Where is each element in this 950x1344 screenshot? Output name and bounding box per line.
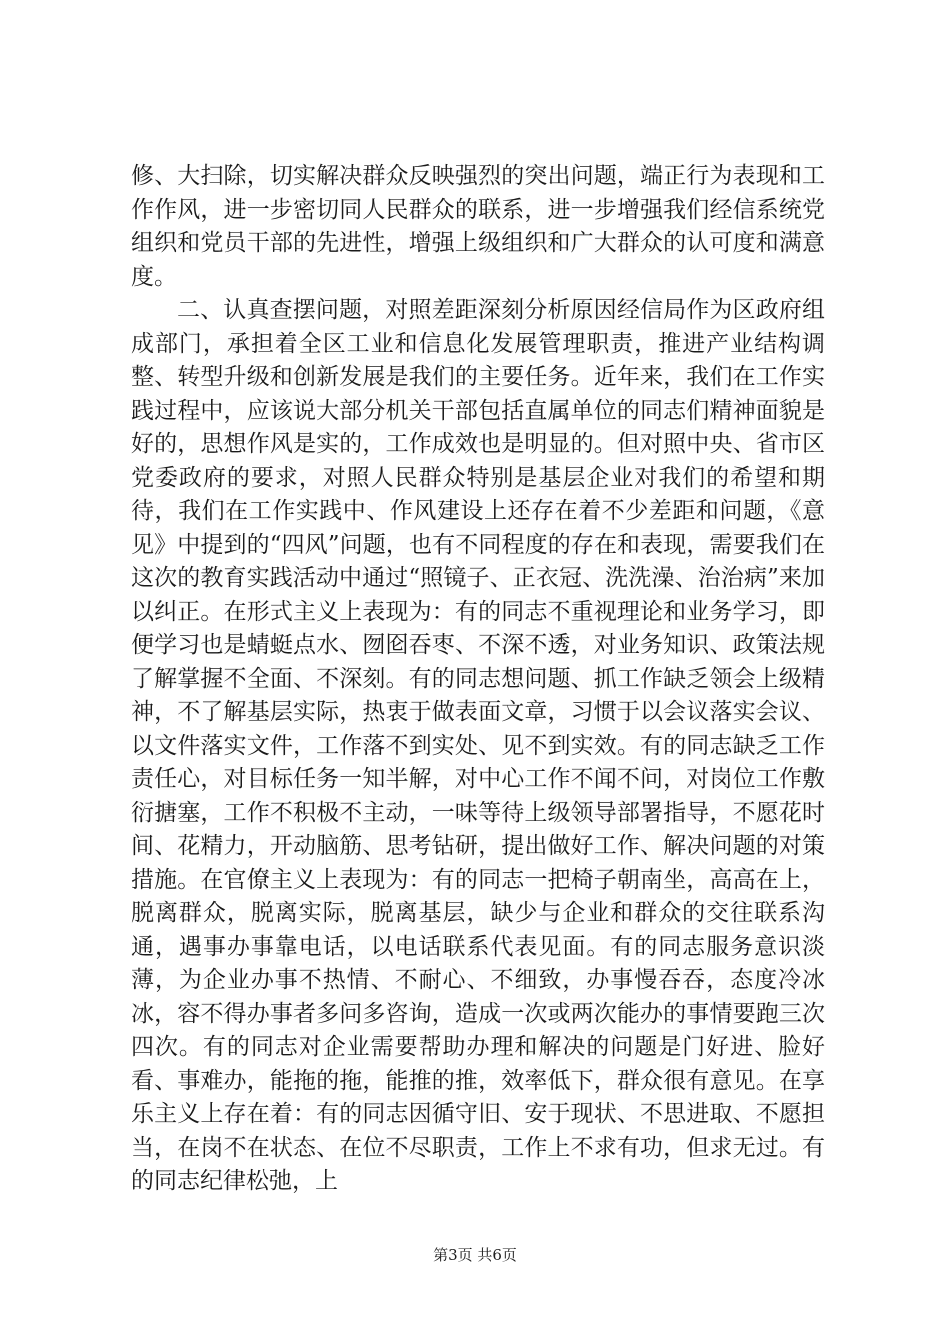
- paragraph-section-two: 二、认真查摆问题，对照差距深刻分析原因经信局作为区政府组成部门，承担着全区工业和信息化发展管理职责，推进产业结构调整、转型升级和创新发展是我们的主要任务。近年来，我们在工作实践过程中，应该说大部分机关干部包括直属单位的同志们精神面貌是好的，思想作风是实的，工作成效也是明显的。但对照中央、省市区党委政府的要求，对照人民群众特别是基层企业对我们的希望和期待，我们在工作实践中、作风建设上还存在着不少差距和问题，《意见》中提到的“四风”问题，也有不同程度的存在和表现，需要我们在这次的教育实践活动中通过“照镜子、正衣冠、洗洗澡、治治病”来加以纠正。在形式主义上表现为：有的同志不重视理论和业务学习，即便学习也是蜻蜓点水、囫囵吞枣、不深不透，对业务知识、政策法规了解掌握不全面、不深刻。有的同志想问题、抓工作缺乏领会上级精神，不了解基层实际，热衷于做表面文章，习惯于以会议落实会议、以文件落实文件，工作落不到实处、见不到实效。有的同志缺乏工作责任心，对目标任务一知半解，对中心工作不闻不问，对岗位工作敷衍搪塞，工作不积极不主动，一味等待上级领导部署指导，不愿花时间、花精力，开动脑筋、思考钻研，提出做好工作、解决问题的对策措施。在官僚主义上表现为：有的同志一把椅子朝南坐，高高在上，脱离群众，脱离实际，脱离基层，缺少与企业和群众的交往联系沟通，遇事办事靠电话，以电话联系代表见面。有的同志服务意识淡薄，为企业办事不热情、不耐心、不细致，办事慢吞吞，态度冷冰冰，容不得办事者多问多咨询，造成一次或两次能办的事情要跑三次四次。有的同志对企业需要帮助办理和解决的问题是门好进、脸好看、事难办，能拖的拖，能推的推，效率低下，群众很有意见。在享乐主义上存在着：有的同志因循守旧、安于现状、不思进取、不愿担当，在岗不在状态、在位不尽职责，工作上不求有功，但求无过。有的同志纪律松弛，上: [131, 297, 825, 1194]
- body-text: [131, 160, 825, 1199]
- page-footer: 第3页 共6页: [433, 1246, 517, 1264]
- paragraph-continuation: 修、大扫除，切实解决群众反映强烈的突出问题，端正行为表现和工作作风，进一步密切同人民群众的联系，进一步增强我们经信系统党组织和党员干部的先进性，增强上级组织和广大群众的认可度和满意度。: [131, 163, 825, 290]
